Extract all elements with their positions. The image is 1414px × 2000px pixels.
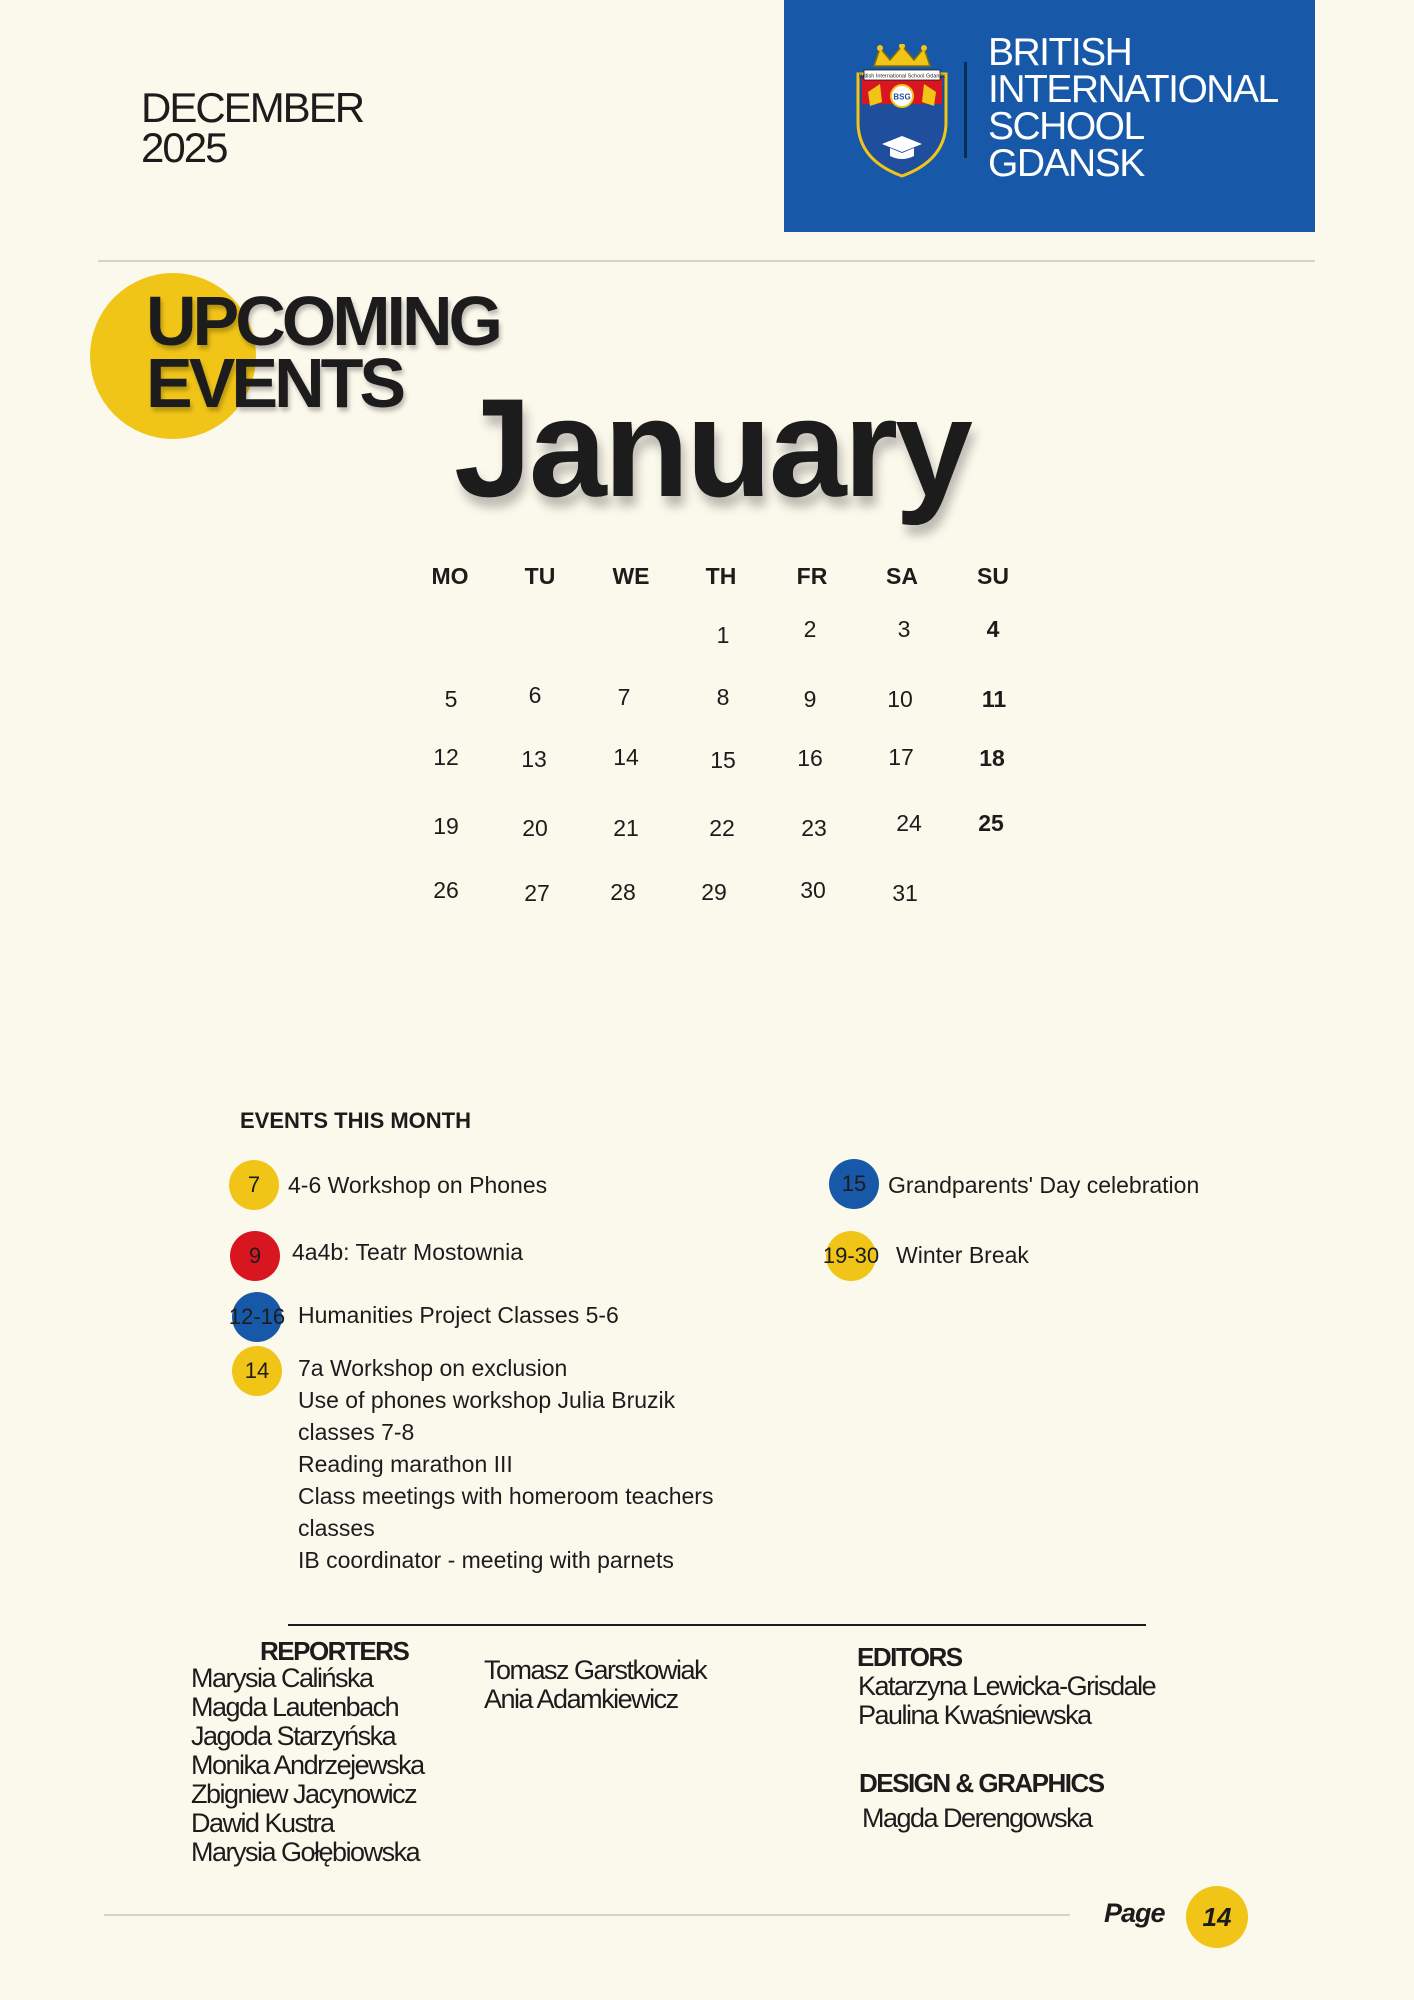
svg-text:BSG: BSG <box>893 92 911 102</box>
school-crest-icon <box>852 44 952 179</box>
school-banner <box>784 0 1315 232</box>
top-divider <box>98 260 1315 262</box>
banner-divider <box>964 62 967 158</box>
calendar-day: 29 <box>701 879 727 905</box>
calendar-day: 6 <box>528 682 542 708</box>
weekday-header: TU <box>524 563 556 589</box>
calendar-day: 1 <box>716 622 730 648</box>
event-date-badge: 15 <box>829 1159 879 1209</box>
page-label: Page <box>1104 1898 1165 1928</box>
reporters-list: Marysia Calińska Magda Lautenbach Jagoda Starzyńska Monika Andrzejewska Zbigniew Jacynowicz Dawid Kustra Marysia Gołębiowska <box>191 1663 424 1867</box>
calendar-day: 19 <box>433 813 459 839</box>
section-title: UPCOMING EVENTS <box>146 282 499 422</box>
calendar-day: 12 <box>433 744 459 770</box>
calendar-day: 25 <box>978 810 1004 836</box>
weekday-header: WE <box>612 563 650 589</box>
calendar-day: 27 <box>524 880 550 906</box>
weekday-header: MO <box>431 563 469 589</box>
weekday-header: SA <box>886 563 918 589</box>
event-date-badge: 19-30 <box>826 1231 876 1281</box>
calendar-day: 15 <box>710 747 736 773</box>
event-text: 4-6 Workshop on Phones <box>288 1172 548 1198</box>
footer-divider <box>104 1914 1070 1916</box>
calendar-day: 28 <box>610 879 636 905</box>
calendar-day: 16 <box>797 745 823 771</box>
event-text: 4a4b: Teatr Mostownia <box>292 1239 523 1265</box>
event-text: Winter Break <box>896 1242 1029 1268</box>
page-number: 14 <box>1186 1886 1248 1948</box>
calendar-day: 9 <box>803 686 817 712</box>
editors-list: Katarzyna Lewicka-Grisdale Paulina Kwaśniewska <box>858 1671 1156 1730</box>
weekday-header: TH <box>705 563 737 589</box>
event-date-badge: 12-16 <box>232 1292 282 1342</box>
issue-date: DECEMBER 2025 <box>141 84 364 171</box>
reporters-list-2: Tomasz Garstkowiak Ania Adamkiewicz <box>484 1655 707 1714</box>
calendar-day: 18 <box>979 745 1005 771</box>
event-date-badge: 9 <box>230 1231 280 1281</box>
calendar-day: 13 <box>521 746 547 772</box>
calendar-day: 20 <box>522 815 548 841</box>
calendar-day: 31 <box>892 880 918 906</box>
event-date-badge: 7 <box>229 1160 279 1210</box>
credits-divider <box>288 1624 1146 1626</box>
svg-text:British International School G: British International School Gdansk <box>859 73 945 80</box>
calendar-day: 7 <box>617 684 631 710</box>
calendar-day: 26 <box>433 877 459 903</box>
calendar-day: 8 <box>716 684 730 710</box>
calendar-day: 14 <box>613 744 639 770</box>
school-name: BRITISH INTERNATIONAL SCHOOL GDANSK <box>988 31 1278 185</box>
calendar-day: 4 <box>986 616 1000 642</box>
event-text: Humanities Project Classes 5-6 <box>298 1302 619 1328</box>
event-text: 7a Workshop on exclusion Use of phones workshop Julia Bruzik classes 7-8 Reading marathon III Class meetings with homeroom teachers classes IB coordinator - meeting with parnets <box>298 1355 714 1573</box>
month-title: January <box>454 369 970 526</box>
event-date-badge: 14 <box>232 1346 282 1396</box>
calendar-day: 10 <box>887 686 913 712</box>
event-text: Grandparents' Day celebration <box>888 1172 1200 1198</box>
calendar-day: 11 <box>981 686 1007 712</box>
calendar-day: 2 <box>803 616 817 642</box>
calendar-day: 3 <box>897 616 911 642</box>
editors-heading: EDITORS <box>857 1642 962 1672</box>
calendar-day: 24 <box>896 810 922 836</box>
calendar-day: 30 <box>800 877 826 903</box>
reporters-heading: REPORTERS <box>260 1636 409 1666</box>
calendar-day: 17 <box>888 744 914 770</box>
design-list: Magda Derengowska <box>862 1803 1092 1833</box>
weekday-header: FR <box>796 563 828 589</box>
calendar-day: 21 <box>613 815 639 841</box>
calendar-day: 5 <box>444 686 458 712</box>
events-heading: EVENTS THIS MONTH <box>240 1108 472 1133</box>
weekday-header: SU <box>977 563 1009 589</box>
design-heading: DESIGN & GRAPHICS <box>859 1768 1104 1798</box>
calendar-day: 22 <box>709 815 735 841</box>
calendar-day: 23 <box>801 815 827 841</box>
